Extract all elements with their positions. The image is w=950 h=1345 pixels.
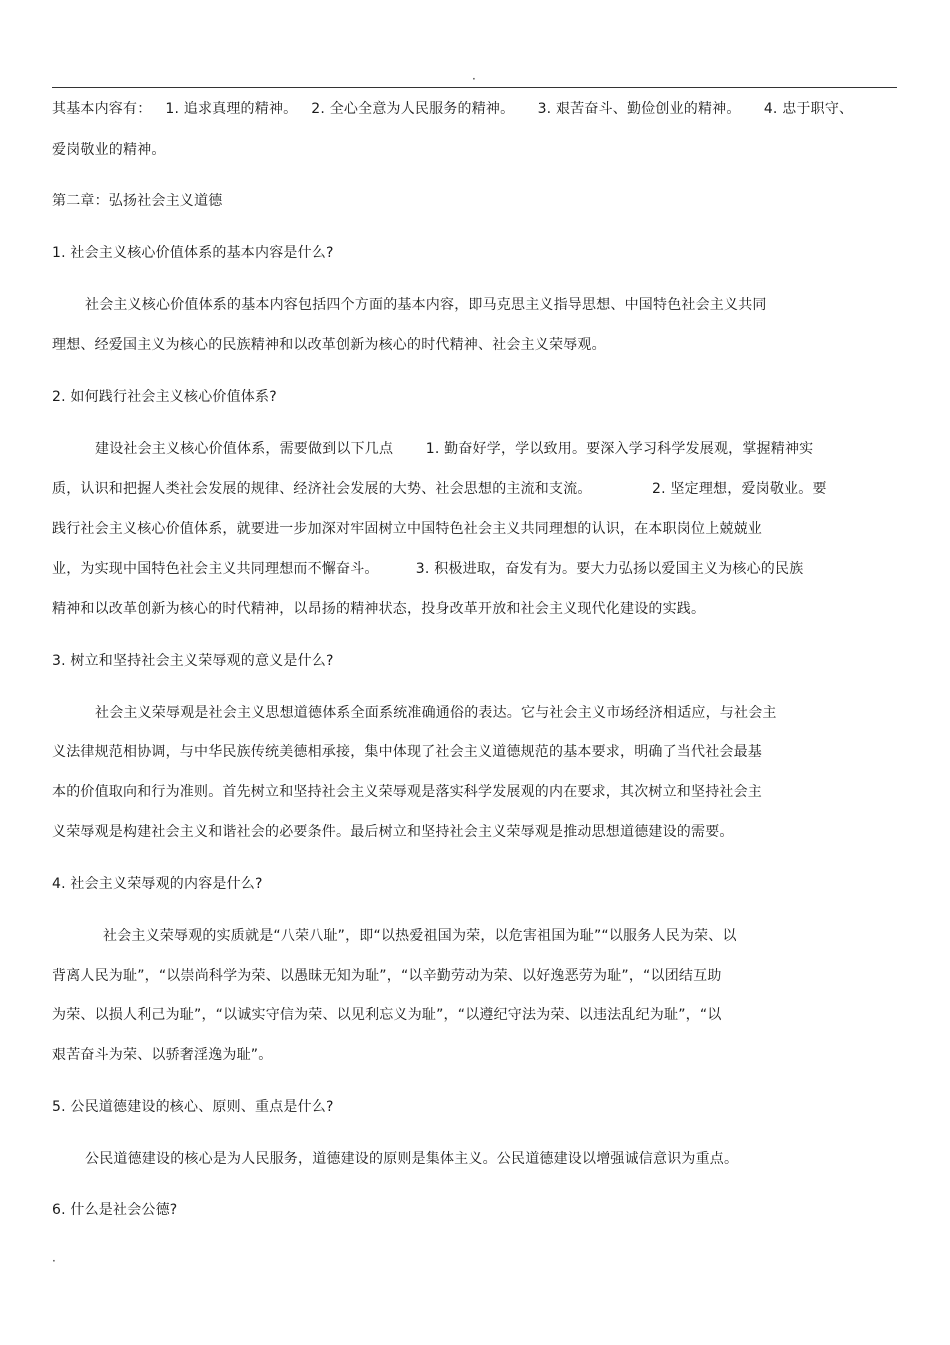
text-line: 背离人民为耻”，“以崇尚科学为荣、以愚昧无知为耻”，“以辛勤劳动为荣、以好逸恶劳为耻”，“以团结互助 (52, 968, 722, 984)
text-line: 践行社会主义核心价值体系，就要进一步加深对牢固树立中国特色社会主义共同理想的认识，在本职岗位上兢兢业 (52, 521, 762, 537)
text-line: 业，为实现中国特色社会主义共同理想而不懈奋斗。 3. 积极进取，奋发有为。要大力弘扬以爱国主义为核心的民族 (52, 561, 804, 577)
text-line: 建设社会主义核心价值体系，需要做到以下几点 1. 勤奋好学，学以致用。要深入学习科学发展观，掌握精神实 (95, 441, 814, 457)
text-line: 理想、经爱国主义为核心的民族精神和以改革创新为核心的时代精神、社会主义荣辱观。 (52, 337, 606, 353)
text-line: 本的价值取向和行为准则。首先树立和坚持社会主义荣辱观是落实科学发展观的内在要求，其次树立和坚持社会主 (52, 784, 762, 800)
text-line: 其基本内容有： 1. 追求真理的精神。 2. 全心全意为人民服务的精神。 3. 艰苦奋斗、勤俭创业的精神。 4. 忠于职守、 (52, 101, 854, 117)
text-line: 质，认识和把握人类社会发展的规律、经济社会发展的大势、社会思想的主流和支流。 2. 坚定理想，爱岗敬业。要 (52, 481, 827, 497)
text-line: 爱岗敬业的精神。 (52, 142, 166, 158)
question-heading: 4. 社会主义荣辱观的内容是什么? (52, 876, 263, 892)
text-line: 艰苦奋斗为荣、以骄奢淫逸为耻”。 (52, 1047, 273, 1063)
text-line: 社会主义荣辱观是社会主义思想道德体系全面系统准确通俗的表达。它与社会主义市场经济相适应，与社会主 (95, 705, 777, 721)
text-line: 公民道德建设的核心是为人民服务，道德建设的原则是集体主义。公民道德建设以增强诚信意识为重点。 (85, 1151, 739, 1167)
question-heading: 3. 树立和坚持社会主义荣辱观的意义是什么? (52, 653, 334, 669)
text-line: 精神和以改革创新为核心的时代精神，以昂扬的精神状态，投身改革开放和社会主义现代化建设的实践。 (52, 601, 706, 617)
question-heading: 5. 公民道德建设的核心、原则、重点是什么? (52, 1099, 334, 1115)
question-heading: 2. 如何践行社会主义核心价值体系? (52, 389, 277, 405)
header-mark: · (472, 72, 476, 86)
text-line: 义荣辱观是构建社会主义和谐社会的必要条件。最后树立和坚持社会主义荣辱观是推动思想道德建设的需要。 (52, 824, 734, 840)
question-heading: 1. 社会主义核心价值体系的基本内容是什么? (52, 245, 334, 261)
text-line: 义法律规范相协调，与中华民族传统美德相承接，集中体现了社会主义道德规范的基本要求，明确了当代社会最基 (52, 744, 762, 760)
text-line: 为荣、以损人利己为耻”，“以诚实守信为荣、以见利忘义为耻”，“以遵纪守法为荣、以违法乱纪为耻”，“以 (52, 1007, 722, 1023)
text-line: 社会主义核心价值体系的基本内容包括四个方面的基本内容，即马克思主义指导思想、中国特色社会主义共同 (85, 297, 767, 313)
text-line: 社会主义荣辱观的实质就是“八荣八耻”，即“以热爱祖国为荣，以危害祖国为耻”“以服务人民为荣、以 (103, 928, 737, 944)
chapter-heading: 第二章：弘扬社会主义道德 (52, 193, 223, 209)
header-rule (52, 87, 897, 88)
footer-mark: · (52, 1254, 56, 1268)
question-heading: 6. 什么是社会公德? (52, 1202, 178, 1218)
